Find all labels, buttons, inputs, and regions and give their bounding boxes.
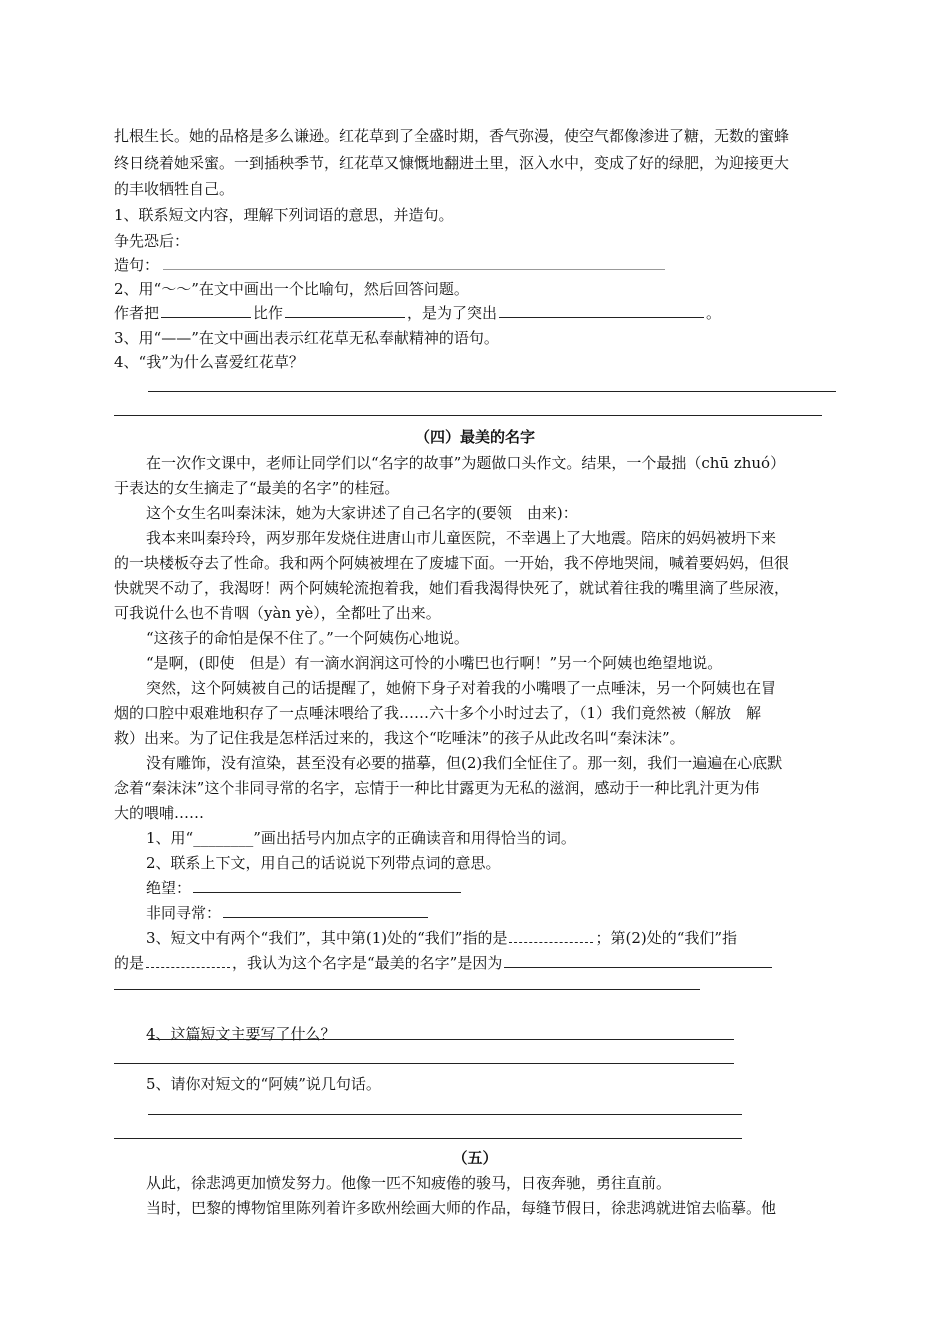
question-1-sentence-label: 造句： [114,256,160,274]
question-1: 1、联系短文内容，理解下列词语的意思，并造句。 [114,206,454,224]
passage-line: 没有雕饰，没有渲染，甚至没有必要的描摹，但(2)我们全怔住了。那一刻，我们一遍遍在心底默 [146,754,783,772]
question-3-part-1 [146,926,737,950]
answer-blank[interactable] [146,952,230,968]
word-label: 绝望： [146,879,192,897]
answer-line[interactable] [148,1114,742,1115]
question-1-word: 争先恐后： [114,232,190,250]
passage-line: “是啊，(即使 但是）有一滴水润润这可怜的小嘴巴也行啊！”另一个阿姨也绝望地说。 [146,654,723,672]
passage-line: 的一块楼板夺去了性命。我和两个阿姨被埋在了废墟下面。一开始，我不停地哭闹，喊着要妈妈，但很 [114,554,790,572]
question-2-word-2 [146,901,430,925]
question-4: 4、“我”为什么喜爱红花草？ [114,353,304,371]
answer-line[interactable] [148,1039,734,1040]
passage-line: 突然，这个阿姨被自己的话提醒了，她俯下身子对着我的小嘴喂了一点唾沫，另一个阿姨也在冒 [146,679,777,697]
question-2: 2、用“～～”在文中画出一个比喻句，然后回答问题。 [114,280,469,298]
answer-blank[interactable] [161,302,251,318]
q3-text-a: 3、短文中有两个“我们”，其中第(1)处的“我们”指的是 [146,929,508,947]
question-3: 3、用“——”在文中画出表示红花草无私奉献精神的语句。 [114,329,499,347]
passage-line: 快就哭不动了，我渴呀！两个阿姨轮流抱着我，她们看我渴得快死了，就试着往我的嘴里滴了些尿液， [114,579,790,597]
passage-line: 念着“秦沫沫”这个非同寻常的名字，忘情于一种比甘露更为无私的滋润，感动于一种比乳汁更为伟 [114,779,760,797]
q3-text-b: ；第(2)处的“我们”指 [595,929,738,947]
passage-line: 从此，徐悲鸿更加愤发努力。他像一匹不知疲倦的骏马，日夜奔驰，勇往直前。 [146,1174,672,1192]
section-5-title: （五） [452,1149,498,1167]
answer-blank[interactable] [499,302,704,318]
passage-line: 的丰收牺牲自己。 [114,180,235,198]
passage-line: 终日绕着她采蜜。一到插秧季节，红花草又慷慨地翻进土里，沤入水中，变成了好的绿肥，为迎接更大 [114,154,790,172]
passage-line: 在一次作文课中，老师让同学们以“名字的故事”为题做口头作文。结果，一个最拙（chū zhuó） [146,454,786,472]
question-2-word-1 [146,876,463,900]
answer-blank[interactable] [223,902,428,918]
answer-blank[interactable] [504,952,772,968]
answer-line[interactable] [114,989,700,990]
q2-text-b: 比作 [253,304,284,322]
answer-line[interactable] [163,269,665,270]
section-4-title: （四）最美的名字 [414,428,535,446]
question-2-fill [114,301,721,325]
question-3-part-2 [114,951,774,975]
answer-blank[interactable] [509,927,593,943]
passage-line: 这个女生名叫秦沫沫，她为大家讲述了自己名字的(要领 由来)： [146,504,578,522]
passage-line: 大的喂哺…… [114,804,205,822]
passage-line: 扎根生长。她的品格是多么谦逊。红花草到了全盛时期，香气弥漫，使空气都像渗进了糖，无数的蜜蜂 [114,127,790,145]
passage-line: 可我说什么也不肯咽（yàn yè），全都吐了出来。 [114,604,441,622]
passage-line: “这孩子的命怕是保不住了。”一个阿姨伤心地说。 [146,629,469,647]
q2-text-a: 作者把 [114,304,160,322]
question-5: 5、请你对短文的“阿姨”说几句话。 [146,1075,381,1093]
passage-line: 救）出来。为了记住我是怎样活过来的，我这个“吃唾沫”的孩子从此改名叫“秦沫沫”。 [114,729,685,747]
answer-line[interactable] [114,1138,742,1139]
answer-line[interactable] [148,391,836,392]
question-1: 1、用“________”画出括号内加点字的正确读音和用得恰当的词。 [146,829,576,847]
q2-text-d: 。 [706,304,722,322]
passage-line: 当时，巴黎的博物馆里陈列着许多欧州绘画大师的作品，每缝节假日，徐悲鸿就进馆去临摹。他 [146,1199,777,1217]
passage-line: 于表达的女生摘走了“最美的名字”的桂冠。 [114,479,400,497]
q2-text-c: ，是为了突出 [407,304,498,322]
answer-blank[interactable] [193,877,461,893]
q3-text-c: 的是 [114,954,145,972]
q3-text-d: ，我认为这个名字是“最美的名字”是因为 [232,954,503,972]
answer-line[interactable] [114,1063,734,1064]
word-label: 非同寻常： [146,904,222,922]
question-2: 2、联系上下文，用自己的话说说下列带点词的意思。 [146,854,501,872]
answer-line[interactable] [114,415,822,416]
answer-blank[interactable] [285,302,405,318]
question-4: 4、这篇短文主要写了什么？ [146,1025,336,1043]
passage-line: 我本来叫秦玲玲，两岁那年发烧住进唐山市儿童医院，不幸遇上了大地震。陪床的妈妈被坍下来 [146,529,777,547]
passage-line: 烟的口腔中艰难地积存了一点唾沫喂给了我……六十多个小时过去了，（1）我们竟然被（解放 解 [114,704,762,722]
